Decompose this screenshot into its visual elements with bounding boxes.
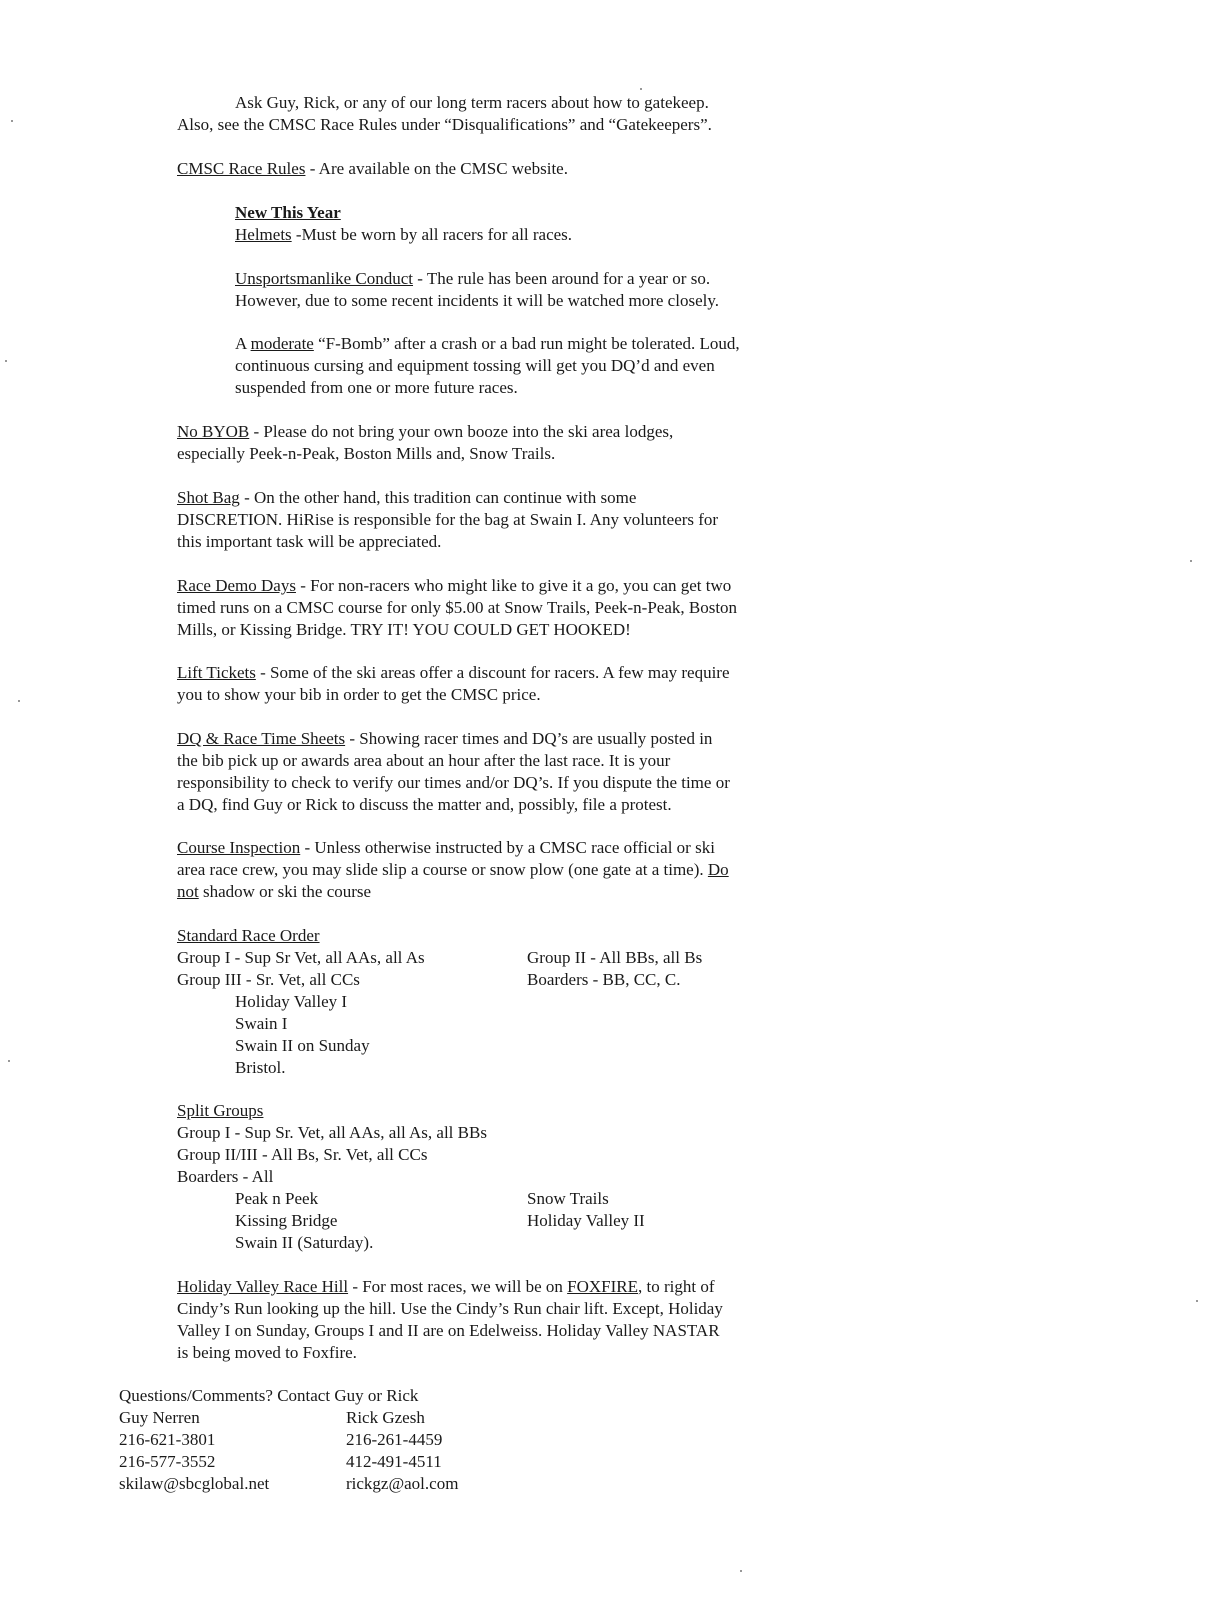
race-hill-text-2: Cindy’s Run looking up the hill. Use the Cindy’s Run chair lift. Except, Holiday <box>177 1299 723 1318</box>
new-this-year-heading: New This Year <box>235 203 341 222</box>
unsportsmanlike-text-1: - The rule has been around for a year or so. <box>413 269 711 288</box>
course-inspection-text-1: - Unless otherwise instructed by a CMSC race official or ski <box>300 838 715 857</box>
lift-tickets-text-2: you to show your bib in order to get the CMSC price. <box>177 685 541 704</box>
gatekeep-line-1: Ask Guy, Rick, or any of our long term racers about how to gatekeep. <box>235 93 709 112</box>
split-groups-venue: Kissing Bridge <box>235 1211 338 1230</box>
race-hill-foxfire: FOXFIRE <box>567 1277 638 1296</box>
split-groups-group-23: Group II/III - All Bs, Sr. Vet, all CCs <box>177 1145 428 1164</box>
shot-bag-text-1: - On the other hand, this tradition can continue with some <box>239 488 637 507</box>
scan-speck <box>1190 560 1192 562</box>
rick-name: Rick Gzesh <box>346 1408 425 1427</box>
dq-sheets-text-2: the bib pick up or awards area about an hour after the last race. It is your <box>177 751 671 770</box>
gatekeep-line-2: Also, see the CMSC Race Rules under “Disqualifications” and “Gatekeepers”. <box>177 115 712 134</box>
fbomb-line-2: continuous cursing and equipment tossing will get you DQ’d and even <box>235 356 715 375</box>
shot-bag-heading: Shot Bag <box>177 488 240 507</box>
course-inspection-text-2: area race crew, you may slide slip a course or snow plow (one gate at a time). <box>177 860 708 879</box>
unsportsmanlike-section <box>177 268 827 312</box>
standard-order-venue: Swain II on Sunday <box>235 1036 370 1055</box>
gatekeep-section <box>177 92 827 136</box>
scan-speck <box>5 360 7 362</box>
lift-tickets-heading: Lift Tickets <box>177 663 256 682</box>
rick-phone-2: 412-491-4511 <box>346 1452 442 1471</box>
standard-order-heading: Standard Race Order <box>177 926 320 945</box>
course-inspection-heading: Course Inspection <box>177 838 301 857</box>
scan-speck <box>18 700 20 702</box>
standard-order-venue: Swain I <box>235 1014 288 1033</box>
scan-speck <box>740 1570 742 1572</box>
demo-days-text-3: Mills, or Kissing Bridge. TRY IT! YOU COULD GET HOOKED! <box>177 620 631 639</box>
standard-order-venue: Holiday Valley I <box>235 992 348 1011</box>
race-hill-text-1b: , to right of <box>638 1277 715 1296</box>
contacts-section <box>119 1385 619 1495</box>
byob-text-1: - Please do not bring your own booze into the ski area lodges, <box>249 422 674 441</box>
shot-bag-text-3: this important task will be appreciated. <box>177 532 442 551</box>
lift-tickets-text-1: - Some of the ski areas offer a discount for racers. A few may require <box>255 663 730 682</box>
race-hill-text-1a: - For most races, we will be on <box>348 1277 568 1296</box>
race-rules-text: - Are available on the CMSC website. <box>305 159 568 178</box>
scan-speck <box>1196 1300 1198 1302</box>
scan-speck <box>11 120 13 122</box>
byob-section <box>177 421 827 465</box>
helmets-text: -Must be worn by all racers for all races. <box>291 225 573 244</box>
dq-sheets-section <box>177 728 827 816</box>
scan-speck <box>640 88 642 90</box>
split-groups-section <box>177 1100 827 1254</box>
guy-phone-2: 216-577-3552 <box>119 1452 216 1471</box>
byob-text-2: especially Peek-n-Peak, Boston Mills and, Snow Trails. <box>177 444 556 463</box>
course-inspection-not: not <box>177 882 199 901</box>
dq-sheets-text-4: a DQ, find Guy or Rick to discuss the matter and, possibly, file a protest. <box>177 795 672 814</box>
split-groups-heading: Split Groups <box>177 1101 264 1120</box>
guy-name: Guy Nerren <box>119 1408 200 1427</box>
scan-speck <box>8 1060 10 1062</box>
fbomb-moderate: moderate <box>250 334 314 353</box>
fbomb-text-a: A <box>235 334 251 353</box>
rick-phone-1: 216-261-4459 <box>346 1430 443 1449</box>
course-inspection-section <box>177 837 827 903</box>
split-groups-boarders: Boarders - All <box>177 1167 274 1186</box>
split-groups-venues <box>177 1188 827 1254</box>
race-rules-section <box>177 158 827 180</box>
split-groups-venue: Peak n Peek <box>235 1189 319 1208</box>
helmets-heading: Helmets <box>235 225 292 244</box>
dq-sheets-text-1: - Showing racer times and DQ’s are usually posted in <box>345 729 713 748</box>
unsportsmanlike-heading: Unsportsmanlike Conduct <box>235 269 414 288</box>
race-hill-text-3: Valley I on Sunday, Groups I and II are on Edelweiss. Holiday Valley NASTAR <box>177 1321 720 1340</box>
guy-email: skilaw@sbcglobal.net <box>119 1474 270 1493</box>
standard-order-group-2: Group II - All BBs, all Bs <box>527 948 703 967</box>
contacts-prompt: Questions/Comments? Contact Guy or Rick <box>119 1386 419 1405</box>
standard-order-group-1: Group I - Sup Sr Vet, all AAs, all As <box>177 948 425 967</box>
split-groups-venue: Snow Trails <box>527 1189 609 1208</box>
race-rules-heading: CMSC Race Rules <box>177 159 306 178</box>
standard-order-group-3: Group III - Sr. Vet, all CCs <box>177 970 360 989</box>
lift-tickets-section <box>177 662 827 706</box>
rick-email: rickgz@aol.com <box>346 1474 459 1493</box>
course-inspection-text-3: shadow or ski the course <box>198 882 372 901</box>
dq-sheets-heading: DQ & Race Time Sheets <box>177 729 346 748</box>
fbomb-text-b: “F-Bomb” after a crash or a bad run might be tolerated. Loud, <box>313 334 740 353</box>
dq-sheets-text-3: responsibility to check to verify our times and/or DQ’s. If you dispute the time or <box>177 773 730 792</box>
standard-order-boarders: Boarders - BB, CC, C. <box>527 970 681 989</box>
split-groups-group-1: Group I - Sup Sr. Vet, all AAs, all As, all BBs <box>177 1123 487 1142</box>
course-inspection-do: Do <box>707 860 729 879</box>
standard-order-section <box>177 925 827 1079</box>
split-groups-venue: Swain II (Saturday). <box>235 1233 374 1252</box>
guy-phone-1: 216-621-3801 <box>119 1430 216 1449</box>
standard-order-groups <box>177 947 827 991</box>
fbomb-line-3: suspended from one or more future races. <box>235 378 518 397</box>
unsportsmanlike-text-2: However, due to some recent incidents it will be watched more closely. <box>235 291 719 310</box>
new-this-year-section <box>177 202 827 246</box>
shot-bag-text-2: DISCRETION. HiRise is responsible for the bag at Swain I. Any volunteers for <box>177 510 719 529</box>
standard-order-venue: Bristol. <box>235 1058 286 1077</box>
demo-days-text-1: - For non-racers who might like to give it a go, you can get two <box>295 576 732 595</box>
contacts-table <box>119 1407 619 1495</box>
race-hill-section <box>177 1276 827 1364</box>
byob-heading: No BYOB <box>177 422 250 441</box>
race-hill-heading: Holiday Valley Race Hill <box>177 1277 349 1296</box>
demo-days-text-2: timed runs on a CMSC course for only $5.00 at Snow Trails, Peek-n-Peak, Boston <box>177 598 738 617</box>
split-groups-venue: Holiday Valley II <box>527 1211 645 1230</box>
race-hill-text-4: is being moved to Foxfire. <box>177 1343 357 1362</box>
demo-days-heading: Race Demo Days <box>177 576 296 595</box>
demo-days-section <box>177 575 827 641</box>
fbomb-section <box>177 333 827 399</box>
shot-bag-section <box>177 487 827 553</box>
